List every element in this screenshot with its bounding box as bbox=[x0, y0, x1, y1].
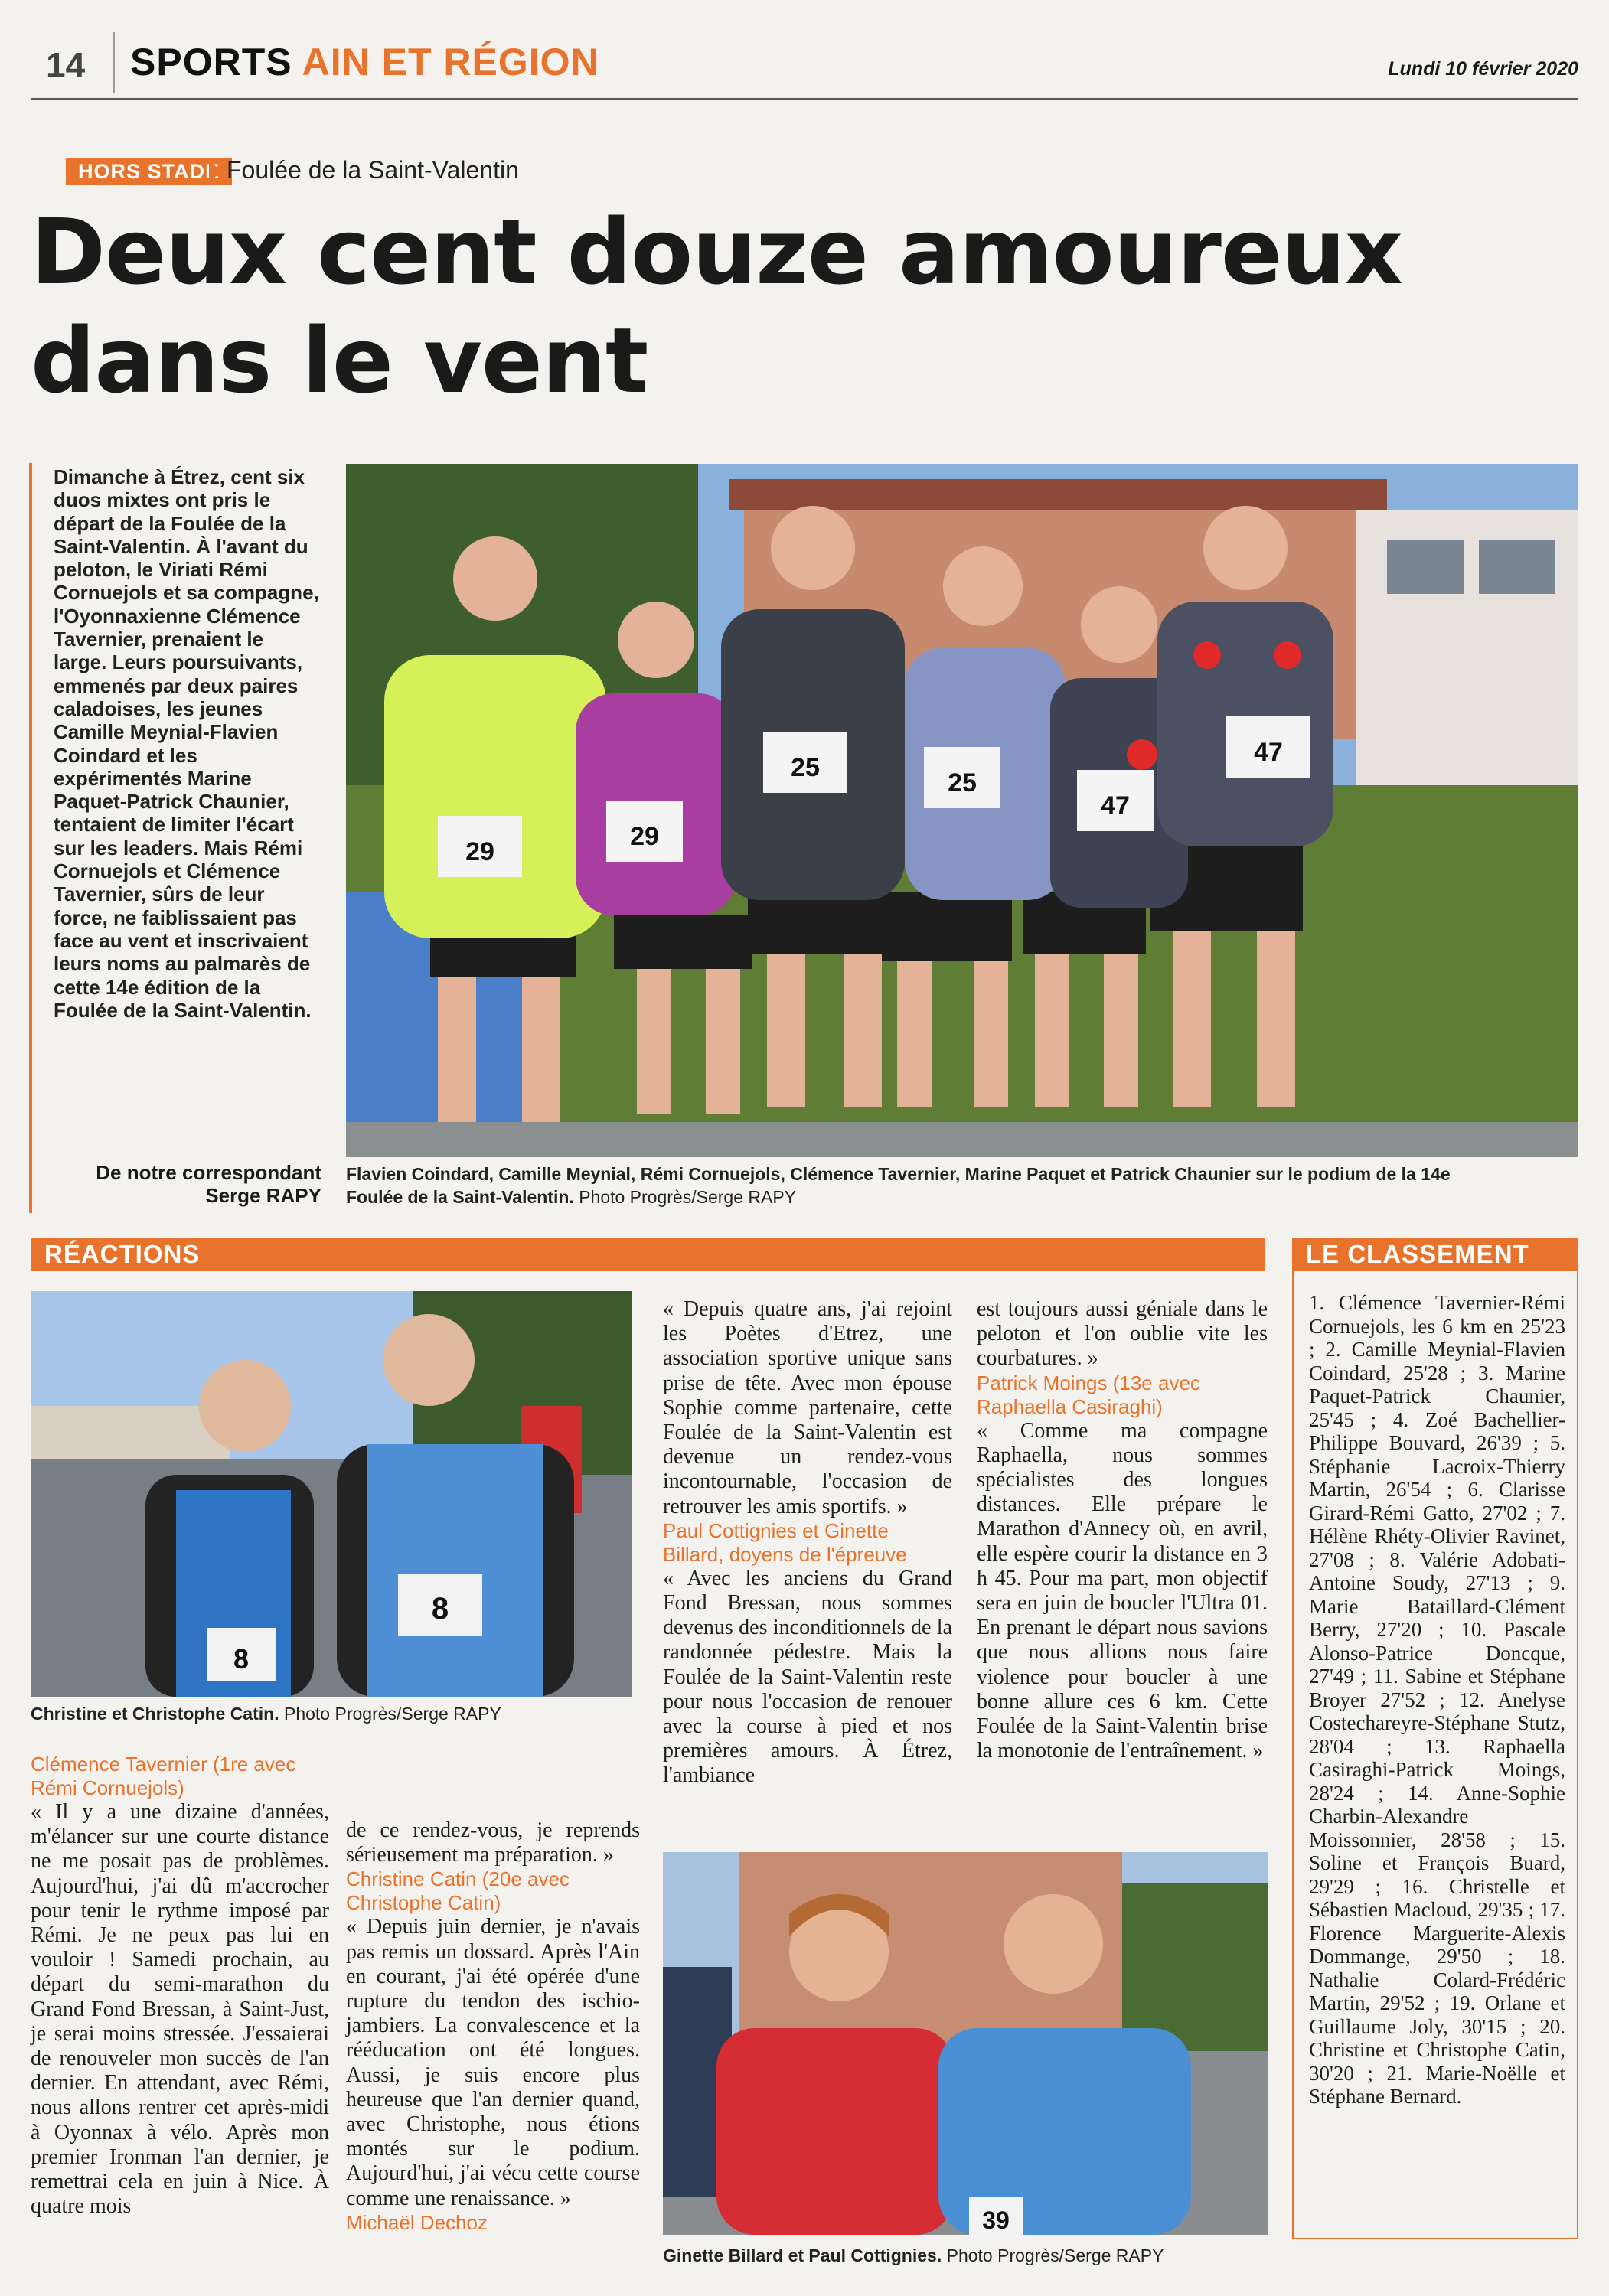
photo-credit: Photo Progrès/Serge RAPY bbox=[283, 1704, 501, 1724]
reaction-quote-moings: « Comme ma compagne Raphaella, nous sommes spécialistes des longues distances. Elle prépare le Marathon d'Annecy où, en avril, elle espère courir la distance en 3 h 45. Pour ma part, mon objectif sera en juin de boucler l'Ultra 01. En prenant le départ nous savions que nous allions nous faire violence pour boucler à une bonne allure ces 6 km. Cette Foulée de la Saint-Valentin brise la monotonie de l'entraînement. » bbox=[977, 1418, 1268, 1763]
caption-names: Flavien Coindard, Camille Meynial, Rémi Cornuejols, Clémence Tavernier, Marine Paquet et Patrick Chaunier sur le podium de la 14e Foulée de la Saint-Valentin. bbox=[346, 1164, 1451, 1207]
section-title bbox=[130, 40, 599, 84]
kicker-arrow bbox=[209, 158, 220, 185]
bib-number: 47 bbox=[1101, 791, 1130, 820]
catin-photo-illustration bbox=[31, 1291, 632, 1697]
kicker-subtitle: Foulée de la Saint-Valentin bbox=[227, 156, 519, 184]
reaction-quote-tavernier-cont: de ce rendez-vous, je reprends sérieusement ma préparation. » bbox=[346, 1818, 640, 1867]
classement-title: LE CLASSEMENT bbox=[1306, 1240, 1529, 1268]
byline-role: De notre correspondant bbox=[96, 1161, 321, 1184]
reactions-bar bbox=[31, 1238, 1265, 1271]
classement-bar bbox=[1292, 1238, 1578, 1271]
byline bbox=[54, 1161, 321, 1207]
reaction-column-2 bbox=[346, 1818, 640, 2235]
billard-caption bbox=[663, 2244, 1275, 2267]
bib-number: 47 bbox=[1254, 738, 1283, 767]
caption-names: Christine et Christophe Catin. bbox=[31, 1704, 279, 1724]
bib-number: 29 bbox=[465, 837, 494, 866]
reaction-name-moings: Patrick Moings (13e avec Raphaella Casiraghi) bbox=[977, 1371, 1200, 1418]
bib-number: 29 bbox=[630, 822, 659, 851]
billard-photo-illustration bbox=[663, 1852, 1268, 2235]
billard-photo bbox=[663, 1852, 1268, 2235]
reaction-quote-dechoz: « Depuis quatre ans, j'ai rejoint les Poètes d'Etrez, une association sportive unique sans prise de tête. Avec mon épouse Sophie comme partenaire, cette Foulée de la Saint-Valentin est devenue un rendez-vous incontournable, l'occasion de retrouver les amis sportifs. » bbox=[663, 1297, 952, 1518]
catin-photo bbox=[31, 1291, 632, 1697]
main-photo-caption bbox=[346, 1163, 1494, 1208]
classement-results: 1. Clémence Tavernier-Rémi Cornuejols, les 6 km en 25'23 ; 2. Camille Meynial-Flavien Coindard, 25'28 ; 3. Marine Paquet-Patrick Chaunier, 25'45 ; 4. Zoé Bachellier-Philippe Bouvard, 26'39 ; 5. Stéphanie Lacroix-Thierry Martin, 26'54 ; 6. Clarisse Girard-Rémi Gatto, 27'02 ; 7. Hélène Rhéty-Olivier Ravinet, 27'08 ; 8. Valérie Adobati-Antoine Soudy, 27'13 ; 9. Marie Bataillard-Clément Berry, 27'20 ; 10. Pascale Alonso-Patrice Doncque, 27'49 ; 11. Sabine et Stéphane Broyer 27'52 ; 12. Anelyse Costechareyre-Stéphane Stutz, 28'04 ; 13. Raphaella Casiraghi-Patrick Moings, 28'24 ; 14. Anne-Sophie Charbin-Alexandre Moissonnier, 28'58 ; 15. Soline et François Buard, 29'29 ; 16. Christelle et Sébastien Macloud, 29'35 ; 17. Florence Marguerite-Alexis Dommange, 29'50 ; 18. Nathalie Colard-Frédéric Martin, 29'52 ; 19. Orlane et Guillaume Joly, 30'15 ; 20. Christine et Christophe Catin, 30'20 ; 21. Marie-Noëlle et Stéphane Bernard. bbox=[1309, 1291, 1565, 2108]
reaction-name-dechoz: Michaël Dechoz bbox=[346, 2210, 488, 2234]
section-sub: AIN ET RÉGION bbox=[302, 41, 599, 83]
reaction-quote-catin: « Depuis juin dernier, je n'avais pas remis un dossard. Après l'Ain en courant, j'ai été opérée d'une rupture du tendon des ischio-jambiers. La convalescence et la rééducation ont été longues. Aussi, je suis encore plus heureuse que l'an dernier quand, avec Christophe, nous étions montés sur le podium. Aujourd'hui, j'ai vécu cette course comme une renaissance. » bbox=[346, 1915, 640, 2210]
reaction-name-cottignies: Paul Cottignies et Ginette Billard, doyens de l'épreuve bbox=[663, 1518, 907, 1566]
reaction-column-1 bbox=[31, 1753, 329, 2219]
bib-number: 25 bbox=[948, 768, 977, 797]
kicker-tag: HORS STADE bbox=[66, 158, 232, 185]
section-main: SPORTS bbox=[130, 41, 292, 83]
catin-caption bbox=[31, 1702, 643, 1725]
caption-names: Ginette Billard et Paul Cottignies. bbox=[663, 2245, 942, 2265]
bib-number: 25 bbox=[791, 753, 820, 782]
reaction-quote-cottignies-cont: est toujours aussi géniale dans le peloton et l'on oublie vite les courbatures. » bbox=[977, 1297, 1268, 1371]
reaction-column-4 bbox=[977, 1297, 1268, 1763]
main-photo-illustration bbox=[346, 464, 1578, 1157]
photo-credit: Photo Progrès/Serge RAPY bbox=[946, 2245, 1164, 2265]
reaction-column-3 bbox=[663, 1297, 952, 1789]
reaction-quote-cottignies: « Avec les anciens du Grand Fond Bressan, nous sommes devenus des inconditionnels de la randonnée pédestre. Mais la Foulée de la Saint-Valentin reste pour nous l'occasion de renouer avec la course à pied et nos premières amours. À Étrez, l'ambiance bbox=[663, 1566, 952, 1788]
bib-number: 8 bbox=[233, 1643, 250, 1675]
reaction-name-tavernier: Clémence Tavernier (1re avec Rémi Cornuejols) bbox=[31, 1753, 296, 1799]
issue-date: Lundi 10 février 2020 bbox=[1388, 58, 1578, 80]
page-number: 14 bbox=[46, 45, 86, 85]
lead-paragraph: Dimanche à Étrez, cent six duos mixtes ont pris le départ de la Foulée de la Saint-Valentin. À l'avant du peloton, le Viriati Rémi Cornuejols et sa compagne, l'Oyonnaxienne Clémence Tavernier, prenaient le large. Leurs poursuivants, emmenés par deux paires caladoises, les jeunes Camille Meynial-Flavien Coindard et les expérimentés Marine Paquet-Patrick Chaunier, tentaient de limiter l'écart sur les leaders. Mais Rémi Cornuejols et Clémence Tavernier, sûrs de leur force, ne faiblissaient pas face au vent et inscrivaient leurs noms au palmarès de cette 14e édition de la Foulée de la Saint-Valentin. bbox=[54, 465, 319, 1022]
bib-number: 39 bbox=[982, 2206, 1010, 2234]
headline-line-2: dans le vent bbox=[31, 308, 648, 413]
bib-number: 8 bbox=[431, 1592, 449, 1626]
reaction-name-catin: Christine Catin (20e avec Christophe Catin) bbox=[346, 1867, 570, 1915]
header-rule bbox=[31, 98, 1578, 100]
lead-accent-bar bbox=[29, 463, 32, 1213]
headline-line-1: Deux cent douze amoureux bbox=[31, 199, 1402, 305]
header-divider bbox=[113, 32, 115, 93]
byline-author: Serge RAPY bbox=[205, 1184, 321, 1207]
main-photo bbox=[346, 464, 1578, 1157]
reaction-quote-tavernier: « Il y a une dizaine d'années, m'élancer sur une courte distance ne me posait pas de problèmes. Aujourd'hui, j'ai dû m'accrocher pour tenir le rythme imposé par Rémi. Je ne peux pas lui en vouloir ! Samedi prochain, au départ du semi-marathon du Grand Fond Bressan, à Saint-Just, je serai moins stressée. J'essaierai de renouveler mon succès de l'an dernier. En attendant, avec Rémi, nous allons rentrer cet après-midi à Oyonnax à vélo. Après mon premier Ironman l'an dernier, je remettrai cela en juin à Nice. À quatre mois bbox=[31, 1800, 329, 2219]
headline bbox=[31, 197, 1485, 415]
reactions-title: RÉACTIONS bbox=[44, 1240, 201, 1268]
photo-credit: Photo Progrès/Serge RAPY bbox=[579, 1187, 797, 1207]
